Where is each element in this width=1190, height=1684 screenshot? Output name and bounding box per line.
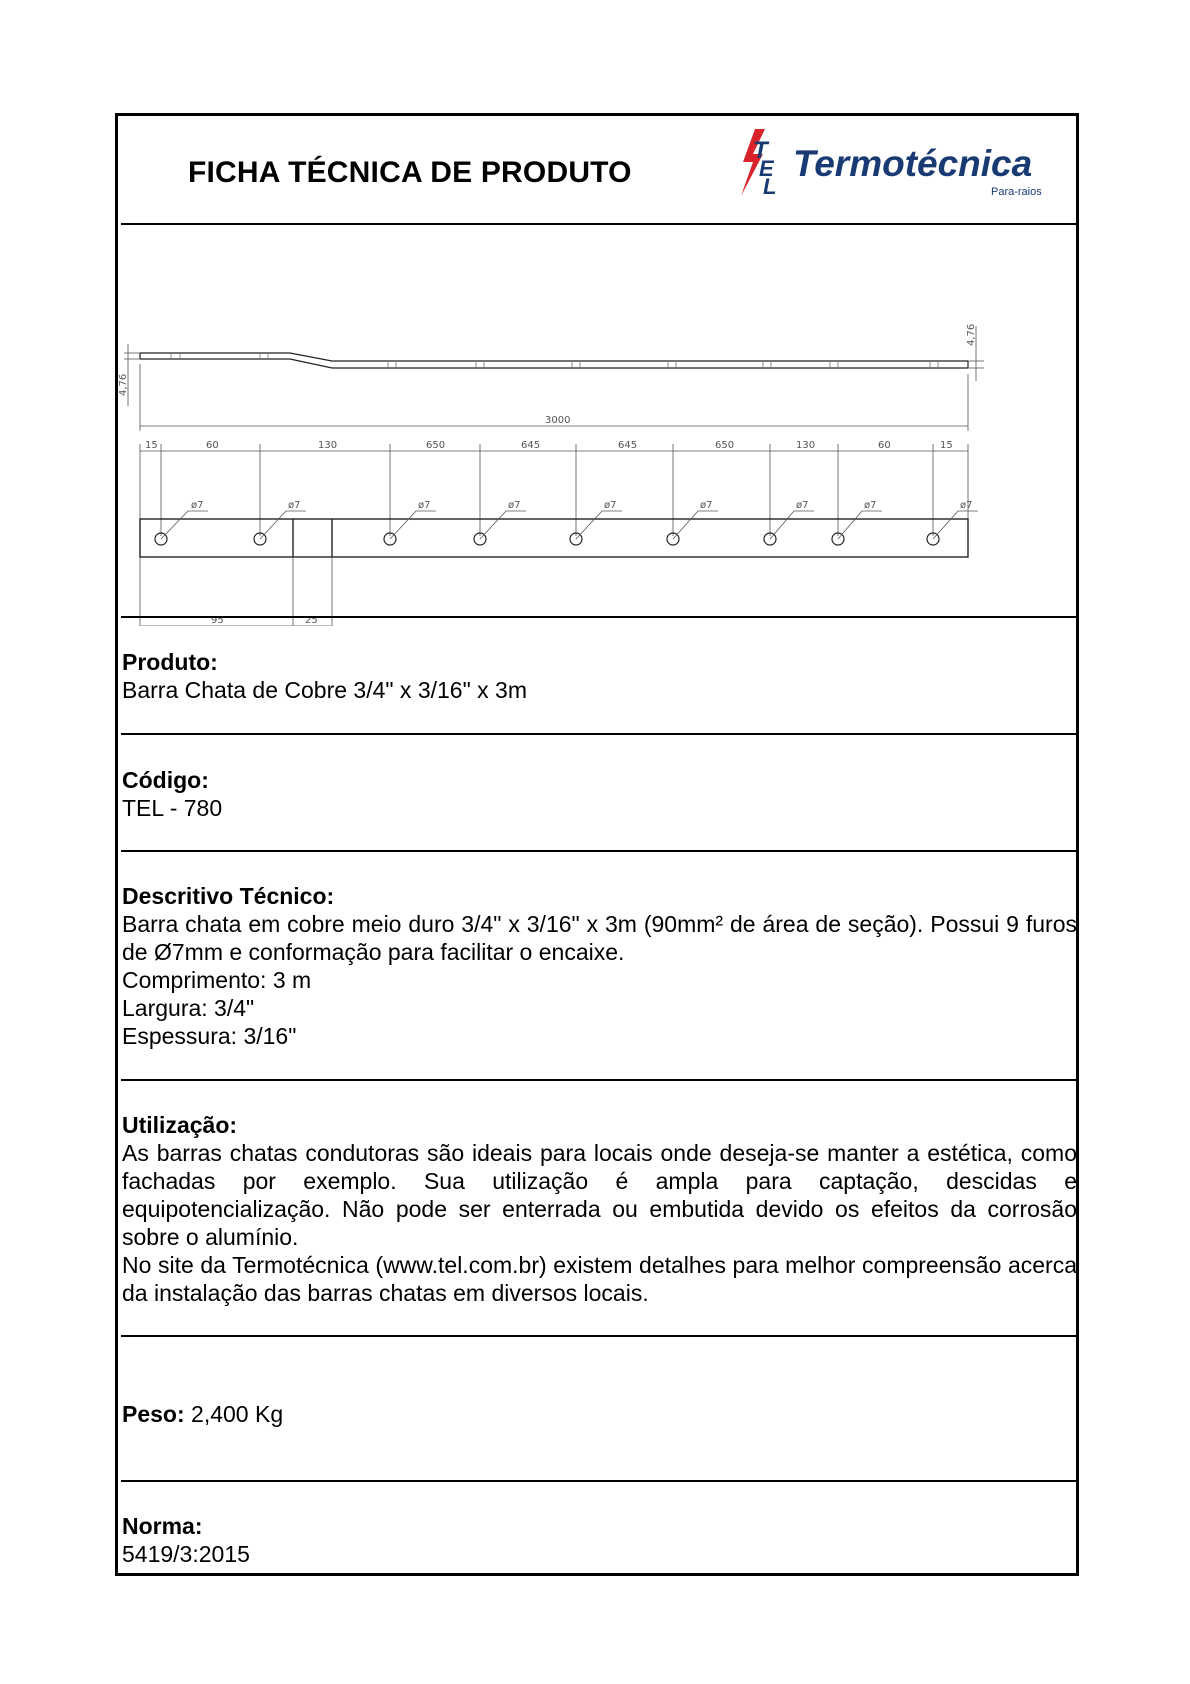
spacing-label: 650 (426, 440, 446, 451)
utilizacao-label: Utilização: (122, 1112, 238, 1138)
divider (121, 1079, 1076, 1081)
hole-label: ø7 (604, 500, 617, 511)
thickness-right-label: 4,76 (966, 323, 977, 346)
largura-text: Largura: 3/4" (122, 995, 255, 1021)
peso-label: Peso: (122, 1401, 185, 1427)
divider (121, 850, 1076, 852)
produto-value: Barra Chata de Cobre 3/4" x 3/16" x 3m (122, 677, 527, 703)
spacing-label: 15 (145, 440, 158, 451)
spacing-label: 60 (878, 440, 891, 451)
svg-text:T: T (753, 137, 768, 164)
spacing-label: 645 (521, 440, 541, 451)
page-title: FICHA TÉCNICA DE PRODUTO (188, 156, 632, 189)
spacing-label: 60 (206, 440, 219, 451)
espessura-text: Espessura: 3/16" (122, 1023, 297, 1049)
spacing-label: 15 (940, 440, 953, 451)
hole-label: ø7 (288, 500, 301, 511)
hole-label: ø7 (796, 500, 809, 511)
divider (121, 1335, 1076, 1337)
svg-text:L: L (763, 174, 777, 199)
utilizacao-paragraph-2: No site da Termotécnica (www.tel.com.br) existem detalhes para melhor compreensão acerca da instalação das barras chatas em diversos locais. (122, 1252, 1077, 1306)
norma-section (122, 1512, 1077, 1568)
divider (121, 616, 1076, 618)
spacing-label: 645 (618, 440, 638, 451)
hole-label: ø7 (864, 500, 877, 511)
utilizacao-section (122, 1111, 1077, 1307)
peso-value: 2,400 Kg (191, 1401, 284, 1427)
logo-subtext: Para-raios (991, 186, 1042, 198)
codigo-value: TEL - 780 (122, 795, 223, 821)
descritivo-text: Barra chata em cobre meio duro 3/4" x 3/16" x 3m (90mm² de área de seção). Possui 9 furos de Ø7mm e conformação para facilitar o encaixe. (122, 911, 1077, 965)
tel-logo-mark-icon (741, 129, 776, 199)
utilizacao-paragraph-1: As barras chatas condutoras são ideais para locais onde deseja-se manter a estética, como fachadas por exemplo. Sua utilização é ampla para captação, descidas e equipotencialização. Não pode ser enterrada ou embutida devido os efeitos da corrosão sobre o alumínio. (122, 1140, 1077, 1250)
hole-label: ø7 (960, 500, 973, 511)
spacing-label: 130 (796, 440, 816, 451)
comprimento-text: Comprimento: 3 m (122, 967, 312, 993)
bottom-dim-label: 95 (211, 615, 224, 626)
spacing-label: 650 (715, 440, 735, 451)
codigo-section (122, 766, 1077, 822)
logo-text: Termotécnica (793, 143, 1033, 184)
divider (121, 1480, 1076, 1482)
bar-side-profile (140, 353, 968, 368)
hole-label: ø7 (418, 500, 431, 511)
hole-label: ø7 (191, 500, 204, 511)
produto-label: Produto: (122, 649, 218, 675)
norma-value: 5419/3:2015 (122, 1541, 250, 1567)
hole-label: ø7 (508, 500, 521, 511)
divider (121, 733, 1076, 735)
hole-label: ø7 (700, 500, 713, 511)
descritivo-section (122, 882, 1077, 1050)
norma-label: Norma: (122, 1513, 203, 1539)
peso-section (122, 1400, 1077, 1428)
divider (121, 223, 1076, 225)
holes (155, 533, 939, 545)
spacing-label: 130 (318, 440, 338, 451)
thickness-left-label: 4,76 (118, 373, 129, 396)
produto-section (122, 648, 1077, 704)
svg-text:E: E (759, 156, 774, 181)
codigo-label: Código: (122, 767, 209, 793)
descritivo-label: Descritivo Técnico: (122, 883, 335, 909)
company-logo (733, 124, 1073, 204)
total-length-label: 3000 (545, 415, 571, 426)
technical-drawing (118, 226, 1076, 626)
bottom-dim-label: 25 (305, 615, 318, 626)
product-sheet (115, 113, 1079, 1576)
